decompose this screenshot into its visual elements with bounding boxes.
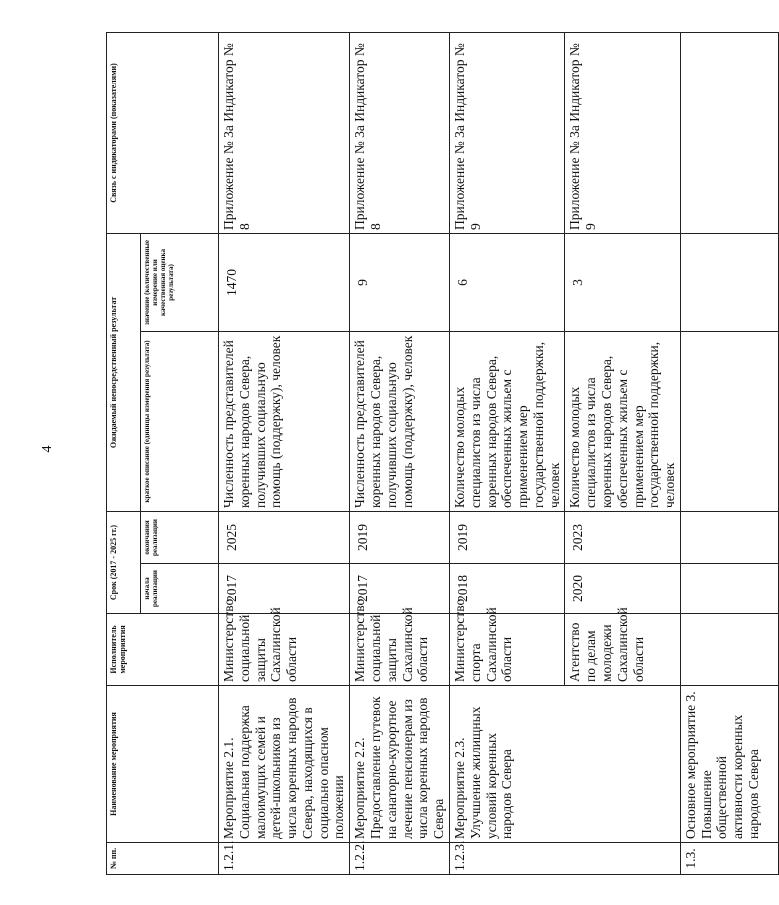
cell-end: 2019	[350, 511, 450, 563]
cell-executor: Министерство социальной защиты Сахалинской области	[350, 614, 450, 686]
header-expected-value: значение (количественные измерение или качественная оценка результата)	[141, 233, 219, 331]
cell-value	[680, 233, 778, 331]
cell-start: 2017	[350, 564, 450, 614]
measures-table	[106, 32, 779, 875]
cell-link: Приложение № 3а Индикатор № 9	[565, 32, 680, 233]
rotated-table-stage	[106, 33, 761, 875]
page-number: 4	[40, 445, 55, 453]
cell-executor: Министерство спорта Сахалинской области	[449, 614, 564, 686]
header-period-end: окончания реализации	[141, 511, 219, 563]
cell-num: 1.2.2.	[350, 843, 450, 875]
cell-num: 1.2.3.	[449, 843, 680, 875]
header-num: № пп.	[107, 843, 219, 875]
header-period: Срок (2017 - 2025 гг.)	[107, 511, 141, 613]
cell-name: Мероприятие 2.1. Социальная поддержка малоимущих семей и детей-школьников из числа коренных народов Севера, находящихся в социально опасном положении	[219, 686, 350, 843]
cell-link	[680, 32, 778, 233]
cell-desc: Количество молодых специалистов из числа коренных народов Севера, обеспеченных жильем с применением мер государственной поддержки, человек	[565, 331, 680, 511]
cell-start	[680, 564, 778, 614]
header-link: Связь с индикаторами (показателями)	[107, 32, 219, 233]
table-row	[219, 32, 350, 874]
cell-end	[680, 511, 778, 563]
rotated-page	[106, 33, 761, 875]
header-executor: Исполнитель мероприятия	[107, 614, 219, 686]
cell-desc: Численность представителей коренных народов Севера, получивших социальную помощь (поддержку), человек	[350, 331, 450, 511]
table-row	[449, 32, 564, 874]
cell-start: 2018	[449, 564, 564, 614]
cell-desc: Численность представителей коренных народов Севера, получивших социальную помощь (поддержку), человек	[219, 331, 350, 511]
header-expected-desc: краткое описание (единицы измерения результата)	[141, 331, 219, 511]
cell-desc	[680, 331, 778, 511]
header-expected: Ожидаемый непосредственный результат	[107, 233, 141, 511]
cell-end: 2023	[565, 511, 680, 563]
table-row	[680, 32, 778, 874]
cell-name: Основное мероприятие 3. Повышение общественной активности коренных народов Севера	[680, 686, 778, 843]
cell-num: 1.3.	[680, 843, 778, 875]
cell-link: Приложение № 3а Индикатор № 9	[449, 32, 564, 233]
cell-name: Мероприятие 2.3. Улучшение жилищных условий коренных народов Севера	[449, 686, 680, 843]
cell-executor: Агентство по делам молодежи Сахалинской области	[565, 614, 680, 686]
cell-value: 3	[565, 233, 680, 331]
cell-link: Приложение № 3а Индикатор № 8	[219, 32, 350, 233]
cell-desc: Количество молодых специалистов из числа коренных народов Севера, обеспеченных жильем с применением мер государственной поддержки, человек	[449, 331, 564, 511]
cell-executor	[680, 614, 778, 686]
cell-executor: Министерство социальной защиты Сахалинской области	[219, 614, 350, 686]
cell-value: 1470	[219, 233, 350, 331]
cell-start: 2017	[219, 564, 350, 614]
cell-num: 1.2.1.	[219, 843, 350, 875]
cell-end: 2025	[219, 511, 350, 563]
cell-start: 2020	[565, 564, 680, 614]
cell-value: 9	[350, 233, 450, 331]
cell-value: 6	[449, 233, 564, 331]
cell-end: 2019	[449, 511, 564, 563]
cell-link: Приложение № 3а Индикатор № 8	[350, 32, 450, 233]
header-period-start: начала реализации	[141, 564, 219, 614]
table-row	[350, 32, 450, 874]
cell-name: Мероприятие 2.2. Предоставление путевок на санаторно-курортное лечение пенсионерам из числа коренных народов Севера	[350, 686, 450, 843]
header-name: Наименование мероприятия	[107, 686, 219, 843]
